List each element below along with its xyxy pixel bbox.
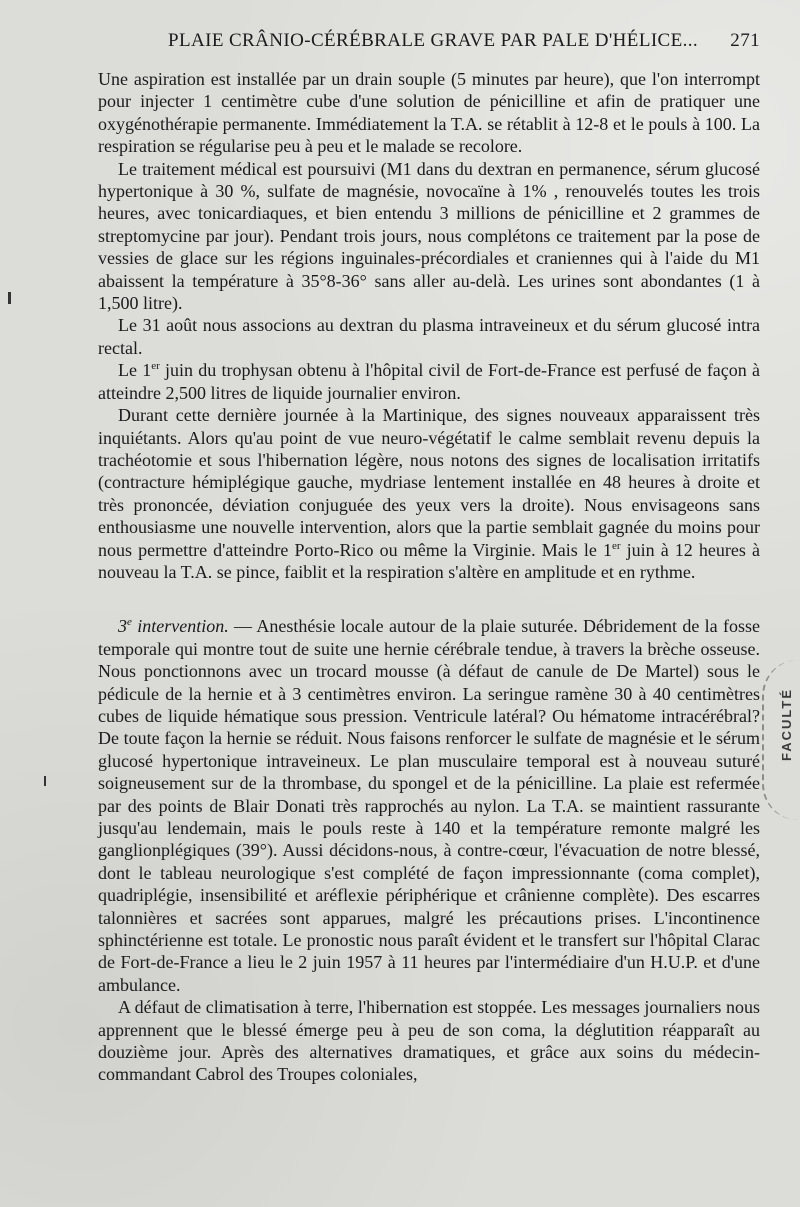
paragraph-6	[98, 615, 760, 996]
paragraph-7: A défaut de climatisation à terre, l'hibernation est stoppée. Les messages journaliers nous apprennent que le blessé émerge peu à peu de son coma, la déglutition réapparaît au douzième jour. Après des alternatives dramatiques, et grâce aux soins du médecin-commandant Cabrol des Troupes coloniales,	[98, 997, 760, 1085]
paragraph-4-start: Le 1	[118, 360, 152, 381]
intervention-superscript: e	[127, 616, 132, 629]
paragraph-5-rest: juin à 12 heures à nouveau la T.A. se pince, faiblit et la respiration s'altère en amplitude et en rythme.	[98, 539, 760, 582]
running-head-title: PLAIE CRÂNIO-CÉRÉBRALE GRAVE PAR PALE D'HÉLICE...	[168, 30, 699, 51]
paragraph-5-superscript: er	[611, 539, 621, 552]
paragraph-5-start: Durant cette dernière journée à la Martinique, des signes nouveaux apparaissent très inquiétants. Alors qu'au point de vue neuro-végétatif le calme semblait revenu depuis la trachéotomie et sous l'hibernation légère, nous notons des signes de localisation irritatifs (contracture hémiplégique gauche, mydriase lentement installée en 48 heures à droite et très prononcée, déviation conjuguée des yeux vers la droite). Nous envisageons sans enthousiasme une nouvelle intervention, alors que la partie semblait gagnée du moins pour nous permettre d'atteindre Porto-Rico ou même la Virginie. Mais le 1	[98, 405, 760, 560]
paragraph-1: Une aspiration est installée par un drain souple (5 minutes par heure), que l'on interrompt pour injecter 1 centimètre cube d'une solution de pénicilline et afin de pratiquer une oxygénothérapie permanente. Immédiatement la T.A. se rétablit à 12-8 et le pouls à 100. La respiration se régularise peu à peu et le malade se recolore.	[98, 69, 760, 157]
body-text	[98, 68, 760, 1086]
intervention-label	[118, 616, 229, 636]
intervention-word: intervention.	[131, 616, 229, 637]
paragraph-6-text: — Anesthésie locale autour de la plaie suturée. Débridement de la fosse temporale qui montre tout de suite une hernie cérébrale tendue, à travers la brèche osseuse. Nous ponctionnons avec un trocard mousse (à défaut de canule de De Martel) sous le pédicule de la hernie et à 3 centimètres environ. La seringue ramène 30 à 40 centimètres cubes de liquide hématique sous pression. Ventricule latéral? Ou hématome intracérébral? De toute façon la hernie se réduit. Nous faisons renforcer le sulfate de magnésie et le sérum glucosé hypertonique intraveineux. Le plan musculaire temporal est à nouveau suturé soigneusement sur de la thrombase, du spongel et de la pénicilline. La plaie est refermée par des points de Blair Donati très rapprochés au nylon. La T.A. se maintient rassurante jusqu'au lendemain, mais le pouls reste à 140 et la température remonte malgré les ganglionplégiques (39°). Aussi décidons-nous, à contre-cœur, l'évacuation de notre blessé, dont le tableau neurologique s'est complété de façon impressionnante (coma complet), quadriplégie, insensibilité et aréflexie périphérique et crânienne complète). Des escarres talonnières et sacrées sont apparues, malgré les précautions prises. L'incontinence sphinctérienne est totale. Le pronostic nous paraît évident et le transfert sur l'hôpital Clarac de Fort-de-France a lieu le 2 juin 1957 à 11 heures par l'intermédiaire d'un H.U.P. et d'une ambulance.	[98, 616, 760, 995]
running-head	[168, 30, 760, 52]
paragraph-2: Le traitement médical est poursuivi (M1 dans du dextran en permanence, sérum glucosé hypertonique à 30 %, sulfate de magnésie, novocaïne à 1% , renouvelés toutes les trois heures, avec tonicardiaques, et bien entendu 3 millions de pénicilline et 2 grammes de streptomycine par jour). Pendant trois jours, nous complétons ce traitement par la pose de vessies de glace sur les régions inguinales-précordiales et craniennes qui à l'aide du M1 abaissent la température à 35°8-36° sans aller au-delà. Les urines sont abondantes (1 à 1,500 litre).	[98, 158, 760, 314]
paragraph-4-superscript: er	[151, 360, 160, 373]
paragraph-4-rest: juin du trophysan obtenu à l'hôpital civil de Fort-de-France est perfusé de façon à atteindre 2,500 litres de liquide journalier environ.	[98, 360, 761, 403]
intervention-number: 3	[118, 616, 127, 637]
margin-mark	[8, 292, 11, 304]
page-number: 271	[730, 30, 760, 51]
paragraph-5	[98, 404, 760, 583]
library-stamp-text: FACULTÉ	[779, 688, 794, 761]
section-gap	[98, 583, 760, 615]
paragraph-3: Le 31 août nous associons au dextran du plasma intraveineux et du sérum glucosé intra rectal.	[98, 315, 760, 358]
paragraph-4	[98, 359, 760, 404]
margin-mark	[44, 776, 46, 786]
